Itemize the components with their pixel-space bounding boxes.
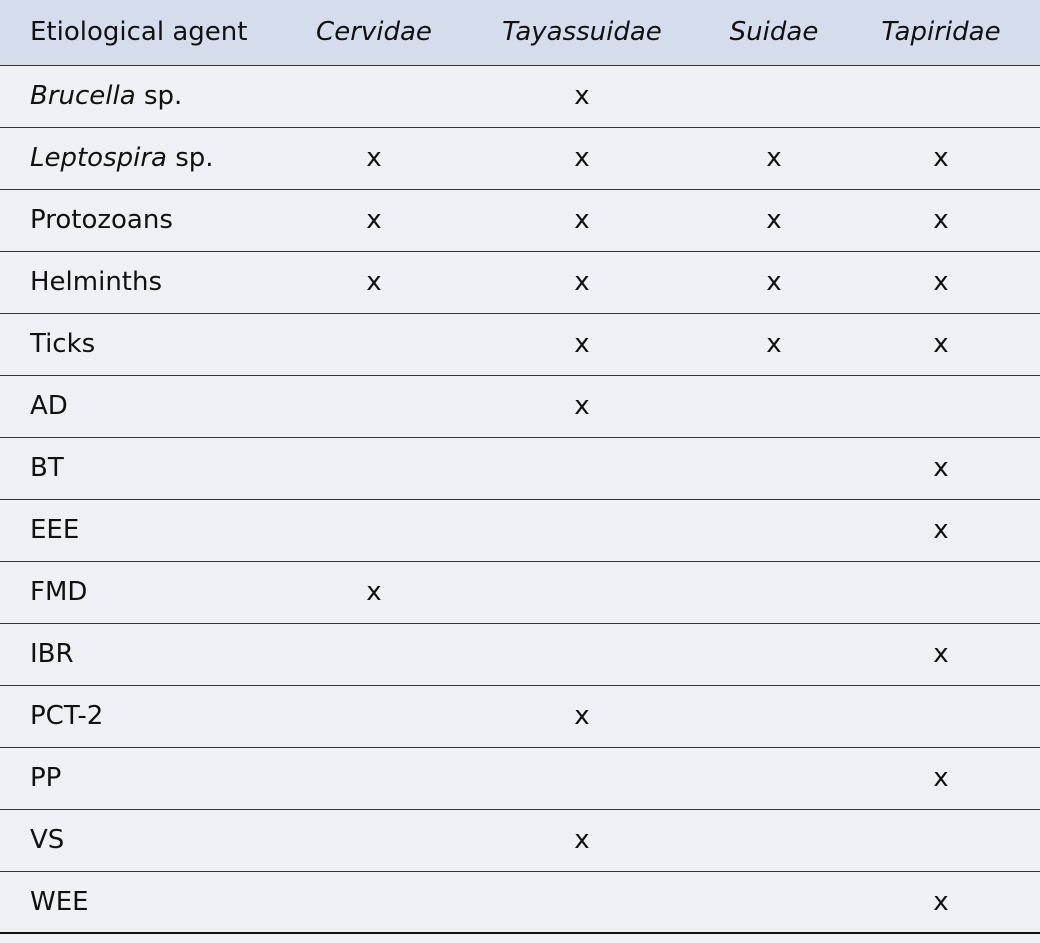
- table-row: [0, 313, 1040, 375]
- agent-label: WEE: [30, 886, 89, 917]
- table-header: [0, 0, 1040, 65]
- cell-suidae: [706, 747, 842, 809]
- cell-cervidae: x: [290, 127, 458, 189]
- agent-suffix: sp.: [135, 81, 183, 111]
- cell-suidae: x: [706, 313, 842, 375]
- header-etiological-agent: Etiological agent: [0, 0, 290, 65]
- cell-suidae: [706, 871, 842, 933]
- agent-label: PP: [30, 763, 62, 793]
- agent-label: FMD: [30, 577, 88, 607]
- header-suidae: Suidae: [706, 0, 842, 65]
- table-row: [0, 499, 1040, 561]
- cell-tapiridae: [842, 809, 1040, 871]
- cell-tapiridae: [842, 65, 1040, 127]
- table-row: [0, 437, 1040, 499]
- table-row: [0, 871, 1040, 933]
- cell-cervidae: [290, 375, 458, 437]
- cell-cervidae: [290, 809, 458, 871]
- cell-suidae: [706, 623, 842, 685]
- table-row: [0, 747, 1040, 809]
- table-row: [0, 127, 1040, 189]
- agent-label: VS: [30, 825, 65, 855]
- cell-cervidae: [290, 685, 458, 747]
- cell-tayassuidae: [458, 747, 706, 809]
- agent-cell: [0, 871, 290, 933]
- cell-tapiridae: x: [842, 499, 1040, 561]
- cell-tapiridae: x: [842, 189, 1040, 251]
- agent-cell: [0, 747, 290, 809]
- cell-suidae: [706, 437, 842, 499]
- cell-tayassuidae: x: [458, 65, 706, 127]
- cell-tayassuidae: x: [458, 189, 706, 251]
- cell-tayassuidae: [458, 871, 706, 933]
- header-row: [0, 0, 1040, 65]
- cell-suidae: x: [706, 127, 842, 189]
- cell-tapiridae: x: [842, 251, 1040, 313]
- cell-cervidae: [290, 871, 458, 933]
- agent-cell: [0, 685, 290, 747]
- cell-tapiridae: [842, 561, 1040, 623]
- cell-tayassuidae: [458, 623, 706, 685]
- agent-cell: [0, 809, 290, 871]
- cell-tapiridae: x: [842, 313, 1040, 375]
- cell-tayassuidae: x: [458, 375, 706, 437]
- agent-genus: Brucella: [30, 81, 136, 111]
- cell-tapiridae: x: [842, 623, 1040, 685]
- agent-cell: [0, 313, 290, 375]
- header-tapiridae: Tapiridae: [842, 0, 1040, 65]
- cell-suidae: [706, 65, 842, 127]
- table-row: [0, 685, 1040, 747]
- agent-cell: [0, 375, 290, 437]
- cell-tayassuidae: x: [458, 809, 706, 871]
- agent-suffix: sp.: [166, 143, 214, 173]
- cell-tayassuidae: [458, 499, 706, 561]
- agent-cell: [0, 251, 290, 313]
- cell-suidae: [706, 809, 842, 871]
- cell-tayassuidae: x: [458, 313, 706, 375]
- agent-label: IBR: [30, 639, 74, 669]
- cell-tayassuidae: x: [458, 251, 706, 313]
- cell-tapiridae: x: [842, 747, 1040, 809]
- agent-cell: [0, 127, 290, 189]
- cell-cervidae: [290, 623, 458, 685]
- cell-suidae: [706, 561, 842, 623]
- header-tayassuidae: Tayassuidae: [458, 0, 706, 65]
- table-row: [0, 809, 1040, 871]
- cell-cervidae: [290, 313, 458, 375]
- cell-suidae: [706, 375, 842, 437]
- cell-tayassuidae: x: [458, 685, 706, 747]
- agent-cell: [0, 189, 290, 251]
- cell-cervidae: [290, 747, 458, 809]
- table-row: [0, 375, 1040, 437]
- cell-suidae: x: [706, 189, 842, 251]
- agent-cell: [0, 437, 290, 499]
- cell-tayassuidae: x: [458, 127, 706, 189]
- agent-label: AD: [30, 391, 68, 421]
- table-row: [0, 251, 1040, 313]
- agent-cell: [0, 499, 290, 561]
- agent-label: EEE: [30, 515, 80, 545]
- cell-tapiridae: x: [842, 871, 1040, 933]
- table-row: [0, 65, 1040, 127]
- cell-suidae: x: [706, 251, 842, 313]
- cell-tapiridae: [842, 685, 1040, 747]
- header-cervidae: Cervidae: [290, 0, 458, 65]
- cell-suidae: [706, 685, 842, 747]
- agent-cell: [0, 623, 290, 685]
- table-row: [0, 561, 1040, 623]
- agent-label: PCT-2: [30, 701, 104, 731]
- agent-genus: Leptospira: [30, 143, 167, 173]
- cell-cervidae: x: [290, 189, 458, 251]
- agent-label: Ticks: [30, 329, 96, 359]
- cell-tapiridae: x: [842, 437, 1040, 499]
- agent-label: Helminths: [30, 267, 163, 297]
- cell-cervidae: [290, 437, 458, 499]
- agent-label: Protozoans: [30, 205, 173, 235]
- table-row: [0, 189, 1040, 251]
- table-body: [0, 65, 1040, 933]
- agent-label: BT: [30, 453, 64, 483]
- cell-tapiridae: x: [842, 127, 1040, 189]
- cell-suidae: [706, 499, 842, 561]
- cell-cervidae: x: [290, 561, 458, 623]
- cell-cervidae: x: [290, 251, 458, 313]
- cell-cervidae: [290, 65, 458, 127]
- agent-cell: [0, 561, 290, 623]
- table-row: [0, 623, 1040, 685]
- cell-tayassuidae: [458, 437, 706, 499]
- cell-cervidae: [290, 499, 458, 561]
- agent-cell: [0, 65, 290, 127]
- cell-tapiridae: [842, 375, 1040, 437]
- cell-tayassuidae: [458, 561, 706, 623]
